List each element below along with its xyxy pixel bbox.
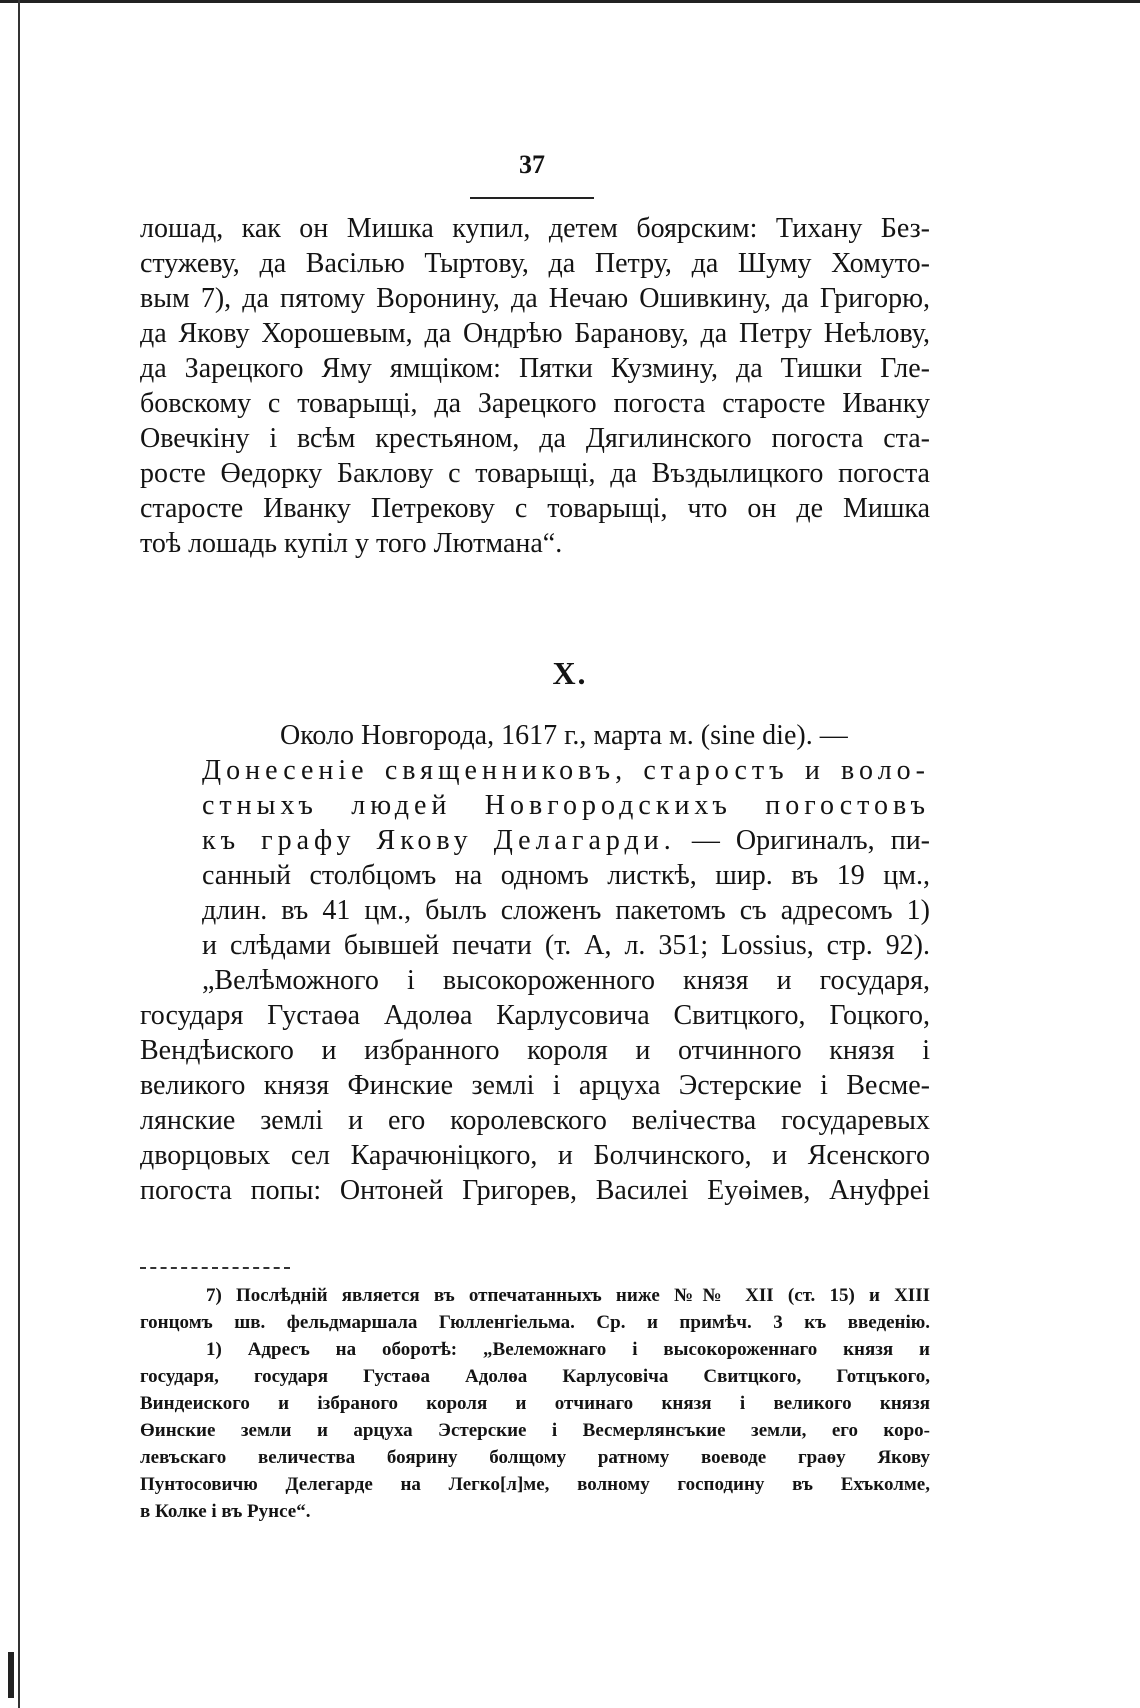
footnote-line: левъскаго величества боярину болщому ратному воеводе граөу Якову [140, 1447, 930, 1468]
footnote-line: гонцомъ шв. фельдмаршала Гюлленгіельма. Ср. и примѣч. 3 къ введенію. [140, 1312, 930, 1333]
page-number: 37 [519, 150, 545, 179]
paragraph2-line: „Велѣможного і высокороженного князя и государя, [202, 965, 930, 996]
footnote-line: 7) Послѣдній является въ отпечатанныхъ ниже №№ XII (ст. 15) и XIII [206, 1285, 930, 1306]
document-title-line [202, 822, 930, 860]
paragraph2-line: Вендѣиского и избранного короля и отчинного князя і [140, 1035, 930, 1066]
paragraph2-line: лянские землі и его королевского велічества государевых [140, 1105, 930, 1136]
section-heading: X. [552, 655, 588, 691]
paragraph1-line: лошад, как он Мишка купил, детем боярским: Тихану Без- [140, 213, 930, 244]
document-title-line: Донесеніе священниковъ, старостъ и воло- [202, 755, 930, 786]
paragraph1-line: старосте Иванку Петрекову с товарыщі, что он де Мишка [140, 493, 930, 524]
footnote-line: Пунтосовичю Делегарде на Легко[л]ме, волному господину въ Ехъколме, [140, 1474, 930, 1495]
paragraph2-line: дворцовых сел Карачюніцкого, и Болчинского, и Ясенского [140, 1140, 930, 1171]
paragraph1-line: тоѣ лошадь купіл у того Лютмана“. [140, 528, 563, 559]
document-title-spaced: къ графу Якову Делагарди. [202, 825, 676, 856]
document-title-line: стныхъ людей Новгородскихъ погостовъ [202, 790, 930, 821]
scan-top-edge [0, 0, 1140, 3]
document-description-line: длин. въ 41 цм., былъ сложенъ пакетомъ съ адресомъ 1) [202, 895, 930, 926]
footnote-line: Виндеиского и ізбраного короля и отчинаго князя і великого князя [140, 1393, 930, 1414]
page-number-rule [470, 197, 594, 199]
paragraph1-line: росте Өедорку Баклову с товарыщі, да Въздылицкого погоста [140, 458, 930, 489]
document-description-line: и слѣдами бывшей печати (т. А, л. 351; Lossius, стр. 92). [202, 930, 930, 961]
footnote-line: государя, государя Густаөа Адолөа Карлусовіча Свитцкого, Готцъкого, [140, 1366, 930, 1387]
footnote-line: в Колке і въ Рунсе“. [140, 1501, 311, 1522]
paragraph2-line: погоста попы: Онтоней Григорев, Василеі Еуөімев, Ануфреі [140, 1175, 930, 1206]
footnote-separator [140, 1267, 290, 1269]
footnote-line: Өинские земли и арцуха Эстерские і Весмерлянсъкие земли, его коро- [140, 1420, 930, 1441]
scan-margin-mark [8, 1652, 14, 1698]
scan-left-edge [18, 0, 20, 1708]
paragraph1-line: бовскому с товарыщі, да Зарецкого погоста старосте Иванку [140, 388, 930, 419]
paragraph1-line: да Якову Хорошевым, да Ондрѣю Баранову, да Петру Неѣлову, [140, 318, 930, 349]
paragraph1-line: вым 7), да пятому Воронину, да Нечаю Ошивкину, да Григорю, [140, 283, 930, 314]
paragraph1-line: Овечкіну і всѣм крестьяном, да Дягилинского погоста ста- [140, 423, 930, 454]
paragraph1-line: да Зарецкого Яму ямщіком: Пятки Кузмину, да Тишки Гле- [140, 353, 930, 384]
paragraph1-line: стужеву, да Васілью Тыртову, да Петру, да Шуму Хомуто- [140, 248, 930, 279]
document-date-line: Около Новгорода, 1617 г., марта м. (sine die). — [280, 720, 848, 751]
footnote-line: 1) Адресъ на оборотѣ: „Велеможнаго і высокороженнаго князя и [206, 1339, 930, 1360]
document-description-line: санный столбцомъ на одномъ листкѣ, шир. въ 19 цм., [202, 860, 930, 891]
paragraph2-line: великого князя Финские землі і арцуха Эстерские і Весме- [140, 1070, 930, 1101]
paragraph2-line: государя Густаөа Адолөа Карлусовича Свитцкого, Гоцкого, [140, 1000, 930, 1031]
document-description: — Оригиналъ, пи- [675, 825, 930, 856]
